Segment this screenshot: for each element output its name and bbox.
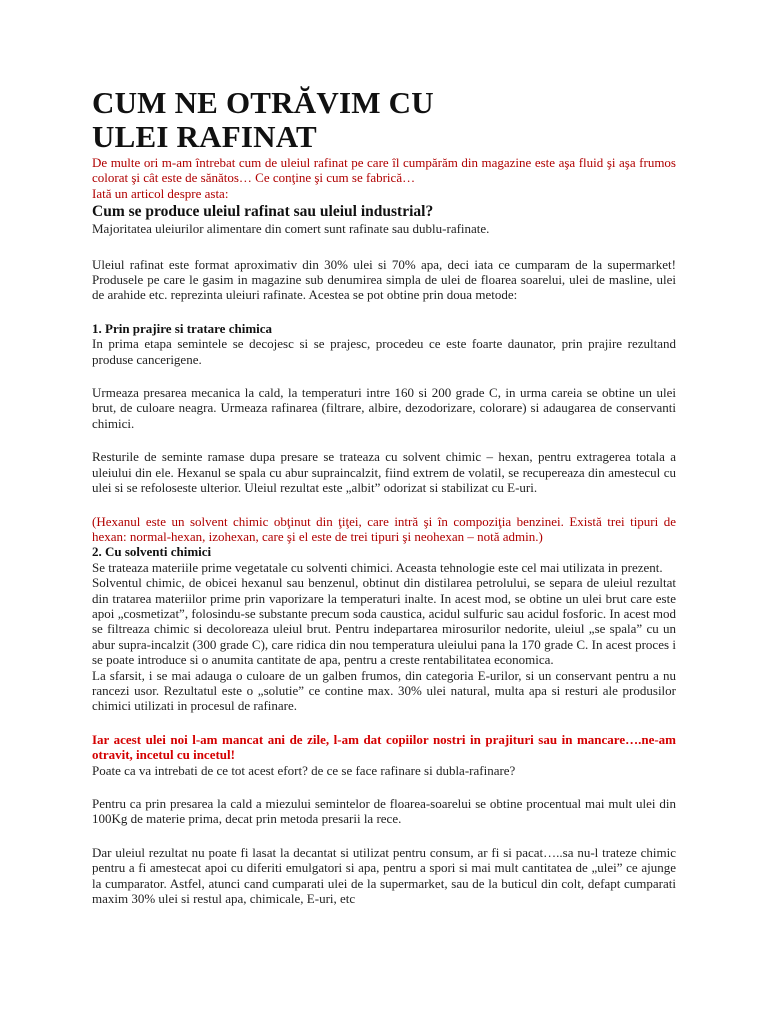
- intro-paragraph: De multe ori m-am întrebat cum de uleiul rafinat pe care îl cumpărăm din magazine este aşa fluid şi aşa frumos colorat şi cât este de sănătos… Ce conţine şi cum se fabrică…: [92, 155, 676, 186]
- paragraph-resturile: Resturile de seminte ramase dupa presare se trateaza cu solvent chimic – hexan, pentru extragerea totala a uleiului din ele. Hexanul se spala cu abur supraincalzit, fiind extrem de volatil, se recupereaza din amestecul cu ulei si se refoloseste ulterior. Uleiul rezultat este „albit” odorizat si stabilizat cu E-uri.: [92, 449, 676, 496]
- hexan-note: (Hexanul este un solvent chimic obţinut din ţiţei, care intră şi în compoziţia benzinei. Există trei tipuri de hexan: normal-hexan, izohexan, care şi el este de trei tipuri şi neohexan – notă admin.): [92, 513, 676, 544]
- title-line-1: CUM NE OTRĂVIM CU: [92, 85, 434, 120]
- paragraph-dar-uleiul: Dar uleiul rezultat nu poate fi lasat la decantat si utilizat pentru consum, ar fi si pacat…..sa nu-l trateze chimic pentru a fi amestecat apoi cu diferiti emulgatori si apa, pentru a spori si mai mult cantitatea de „ulei” ce ajunge la cumparator. Astfel, atunci cand cumparati ulei de la supermarket, sau de la buticul din colt, defapt cumparati maxim 30% ulei si restul apa, chimicale, E-uri, etc: [92, 844, 676, 907]
- subtitle: Cum se produce uleiul rafinat sau uleiul industrial?: [92, 203, 434, 221]
- paragraph-prima-etapa: In prima etapa semintele se decojesc si se prajesc, procedeu ce este foarte daunator, prin prajire rezultand produse cancerigene.: [92, 336, 676, 367]
- paragraph-solventi: Se trateaza materiile prime vegetatale cu solventi chimici. Aceasta tehnologie este cel mai utilizata in prezent.: [92, 559, 663, 575]
- warning-paragraph: Iar acest ulei noi l-am mancat ani de zile, l-am dat copiilor nostri in prajituri sau in mancare….ne-am otravit, incetul cu incetul!: [92, 731, 676, 763]
- paragraph-ulei-rafinat: Uleiul rafinat este format aproximativ din 30% ulei si 70% apa, deci iata ce cumparam de la supermarket! Produsele pe care le gasim in magazine sub denumirea simpla de ulei de floarea soarelui, ulei de masline, ulei de arahide etc. reprezinta uleiuri rafinate. Acestea se pot obtine prin doua metode:: [92, 256, 676, 303]
- paragraph-majoritatea: Majoritatea uleiurilor alimentare din comert sunt rafinate sau dublu-rafinate.: [92, 221, 490, 237]
- paragraph-la-sfarsit: La sfarsit, i se mai adauga o culoare de un galben frumos, din categoria E-urilor, si un conservant pentru a nu rancezi usor. Rezultatul este o „solutie” ce contine max. 30% ulei natural, multa apa si resturi ale produsilor chimici utilizati in procesul de rafinare.: [92, 667, 676, 714]
- page-title: [92, 86, 676, 154]
- title-line-2: ULEI RAFINAT: [92, 119, 317, 154]
- intro-article-line: Iată un articol despre asta:: [92, 185, 229, 201]
- paragraph-solventul-chimic: Solventul chimic, de obicei hexanul sau benzenul, obtinut din distilarea petrolului, se separa de uleiul rezultat din tratarea materiilor prime prin vaporizare la temperaturi inalte. In acest mod, se obtine un ulei brut care este apoi „cosmetizat”, folosindu-se substante precum soda caustica, acidul sulfuric sau acidul fosforic. In acest mod se filtreaza chimic si decoloreaza uleiul brut. Pentru indepartarea mirosurilor nedorite, uleiul „se spala” cu un abur supra-incalzit (300 grade C), care ridica din nou temperatura uleiului pana la 170 grade C. In acest proces i se poate introduce si o anumita cantitate de apa, pentru a creste rentabilitatea economica.: [92, 575, 676, 668]
- paragraph-question: Poate ca va intrebati de ce tot acest efort? de ce se face rafinare si dubla-rafinare?: [92, 762, 516, 778]
- heading-method-1: 1. Prin prajire si tratare chimica: [92, 320, 273, 336]
- paragraph-pentru-ca: Pentru ca prin presarea la cald a miezului semintelor de floarea-soarelui se obtine procentual mai mult ulei din 100Kg de materie prima, decat prin metoda presarii la rece.: [92, 796, 676, 827]
- article: [92, 86, 676, 906]
- paragraph-presarea: Urmeaza presarea mecanica la cald, la temperaturi intre 160 si 200 grade C, in urma careia se obtine un ulei brut, de culoare neagra. Urmeaza rafinarea (filtrare, albire, dezodorizare, colorare) si adaugarea de conservanti chimici.: [92, 385, 676, 431]
- heading-method-2: 2. Cu solventi chimici: [92, 544, 212, 560]
